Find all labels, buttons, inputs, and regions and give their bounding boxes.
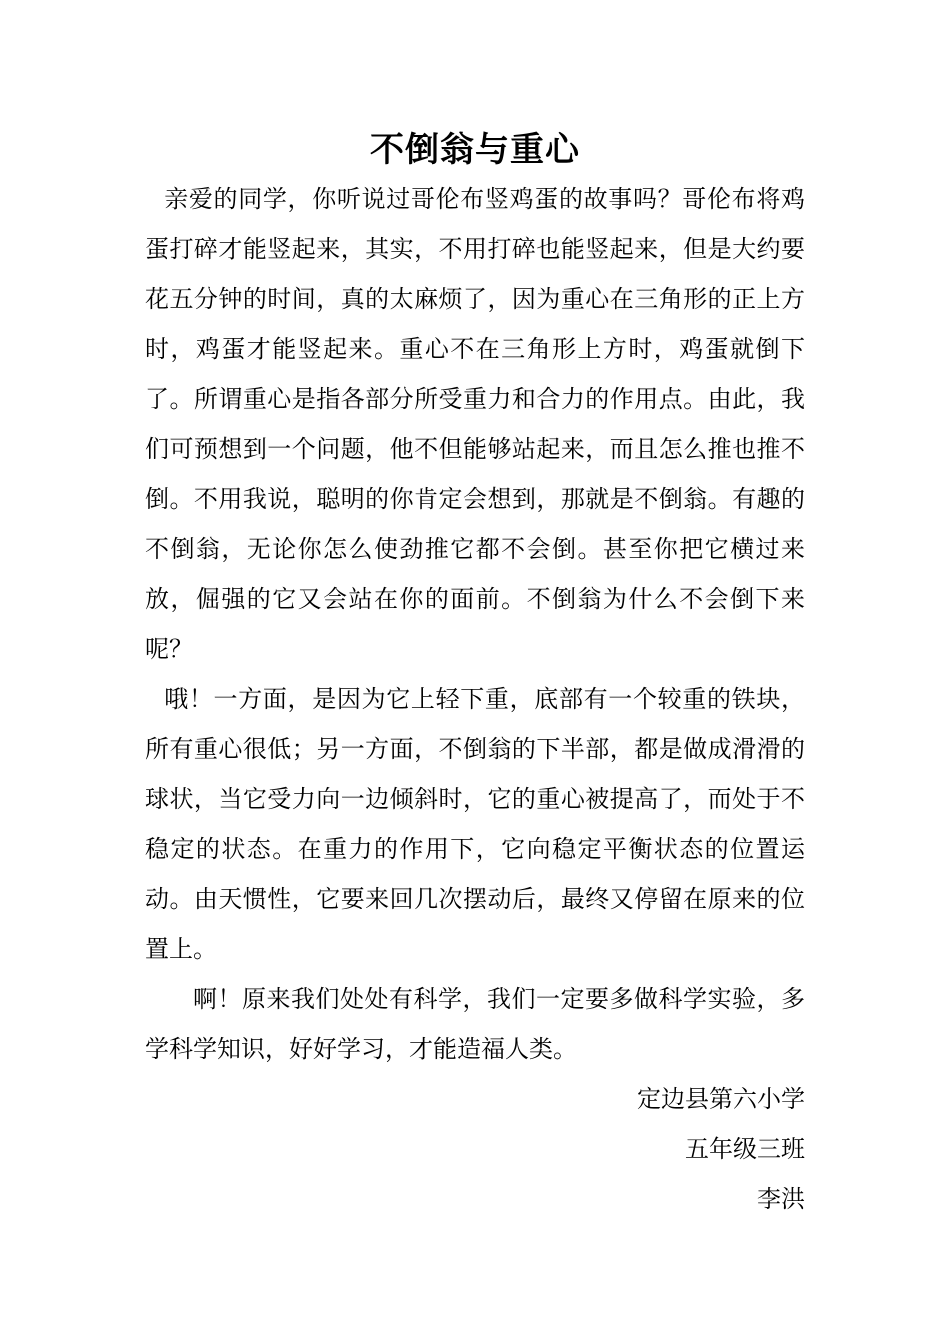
document-title: 不倒翁与重心 (370, 130, 580, 170)
signature-block (145, 1074, 805, 1224)
paragraph-3: 啊！原来我们处处有科学，我们一定要多做科学实验，多学科学知识，好好学习，才能造福人类。 (145, 985, 805, 1063)
paragraph-2: 哦！一方面，是因为它上轻下重，底部有一个较重的铁块，所有重心很低；另一方面，不倒翁的下半部，都是做成滑滑的球状，当它受力向一边倾斜时，它的重心被提高了，而处于不稳定的状态。在重力的作用下，它向稳定平衡状态的位置运动。由天惯性，它要来回几次摆动后，最终又停留在原来的位置上。 (145, 685, 805, 963)
document-page (145, 128, 805, 1224)
signature-school: 定边县第六小学 (637, 1085, 805, 1113)
paragraph-1: 亲爱的同学，你听说过哥伦布竖鸡蛋的故事吗？哥伦布将鸡蛋打碎才能竖起来，其实，不用打碎也能竖起来，但是大约要花五分钟的时间，真的太麻烦了，因为重心在三角形的正上方时，鸡蛋才能竖起来。重心不在三角形上方时，鸡蛋就倒下了。所谓重心是指各部分所受重力和合力的作用点。由此，我们可预想到一个问题，他不但能够站起来，而且怎么推也推不倒。不用我说，聪明的你肯定会想到，那就是不倒翁。有趣的不倒翁，无论你怎么使劲推它都不会倒。甚至你把它横过来放，倔强的它又会站在你的面前。不倒翁为什么不会倒下来呢？ (145, 185, 805, 663)
signature-author: 李洪 (757, 1185, 805, 1213)
signature-class: 五年级三班 (685, 1135, 805, 1163)
